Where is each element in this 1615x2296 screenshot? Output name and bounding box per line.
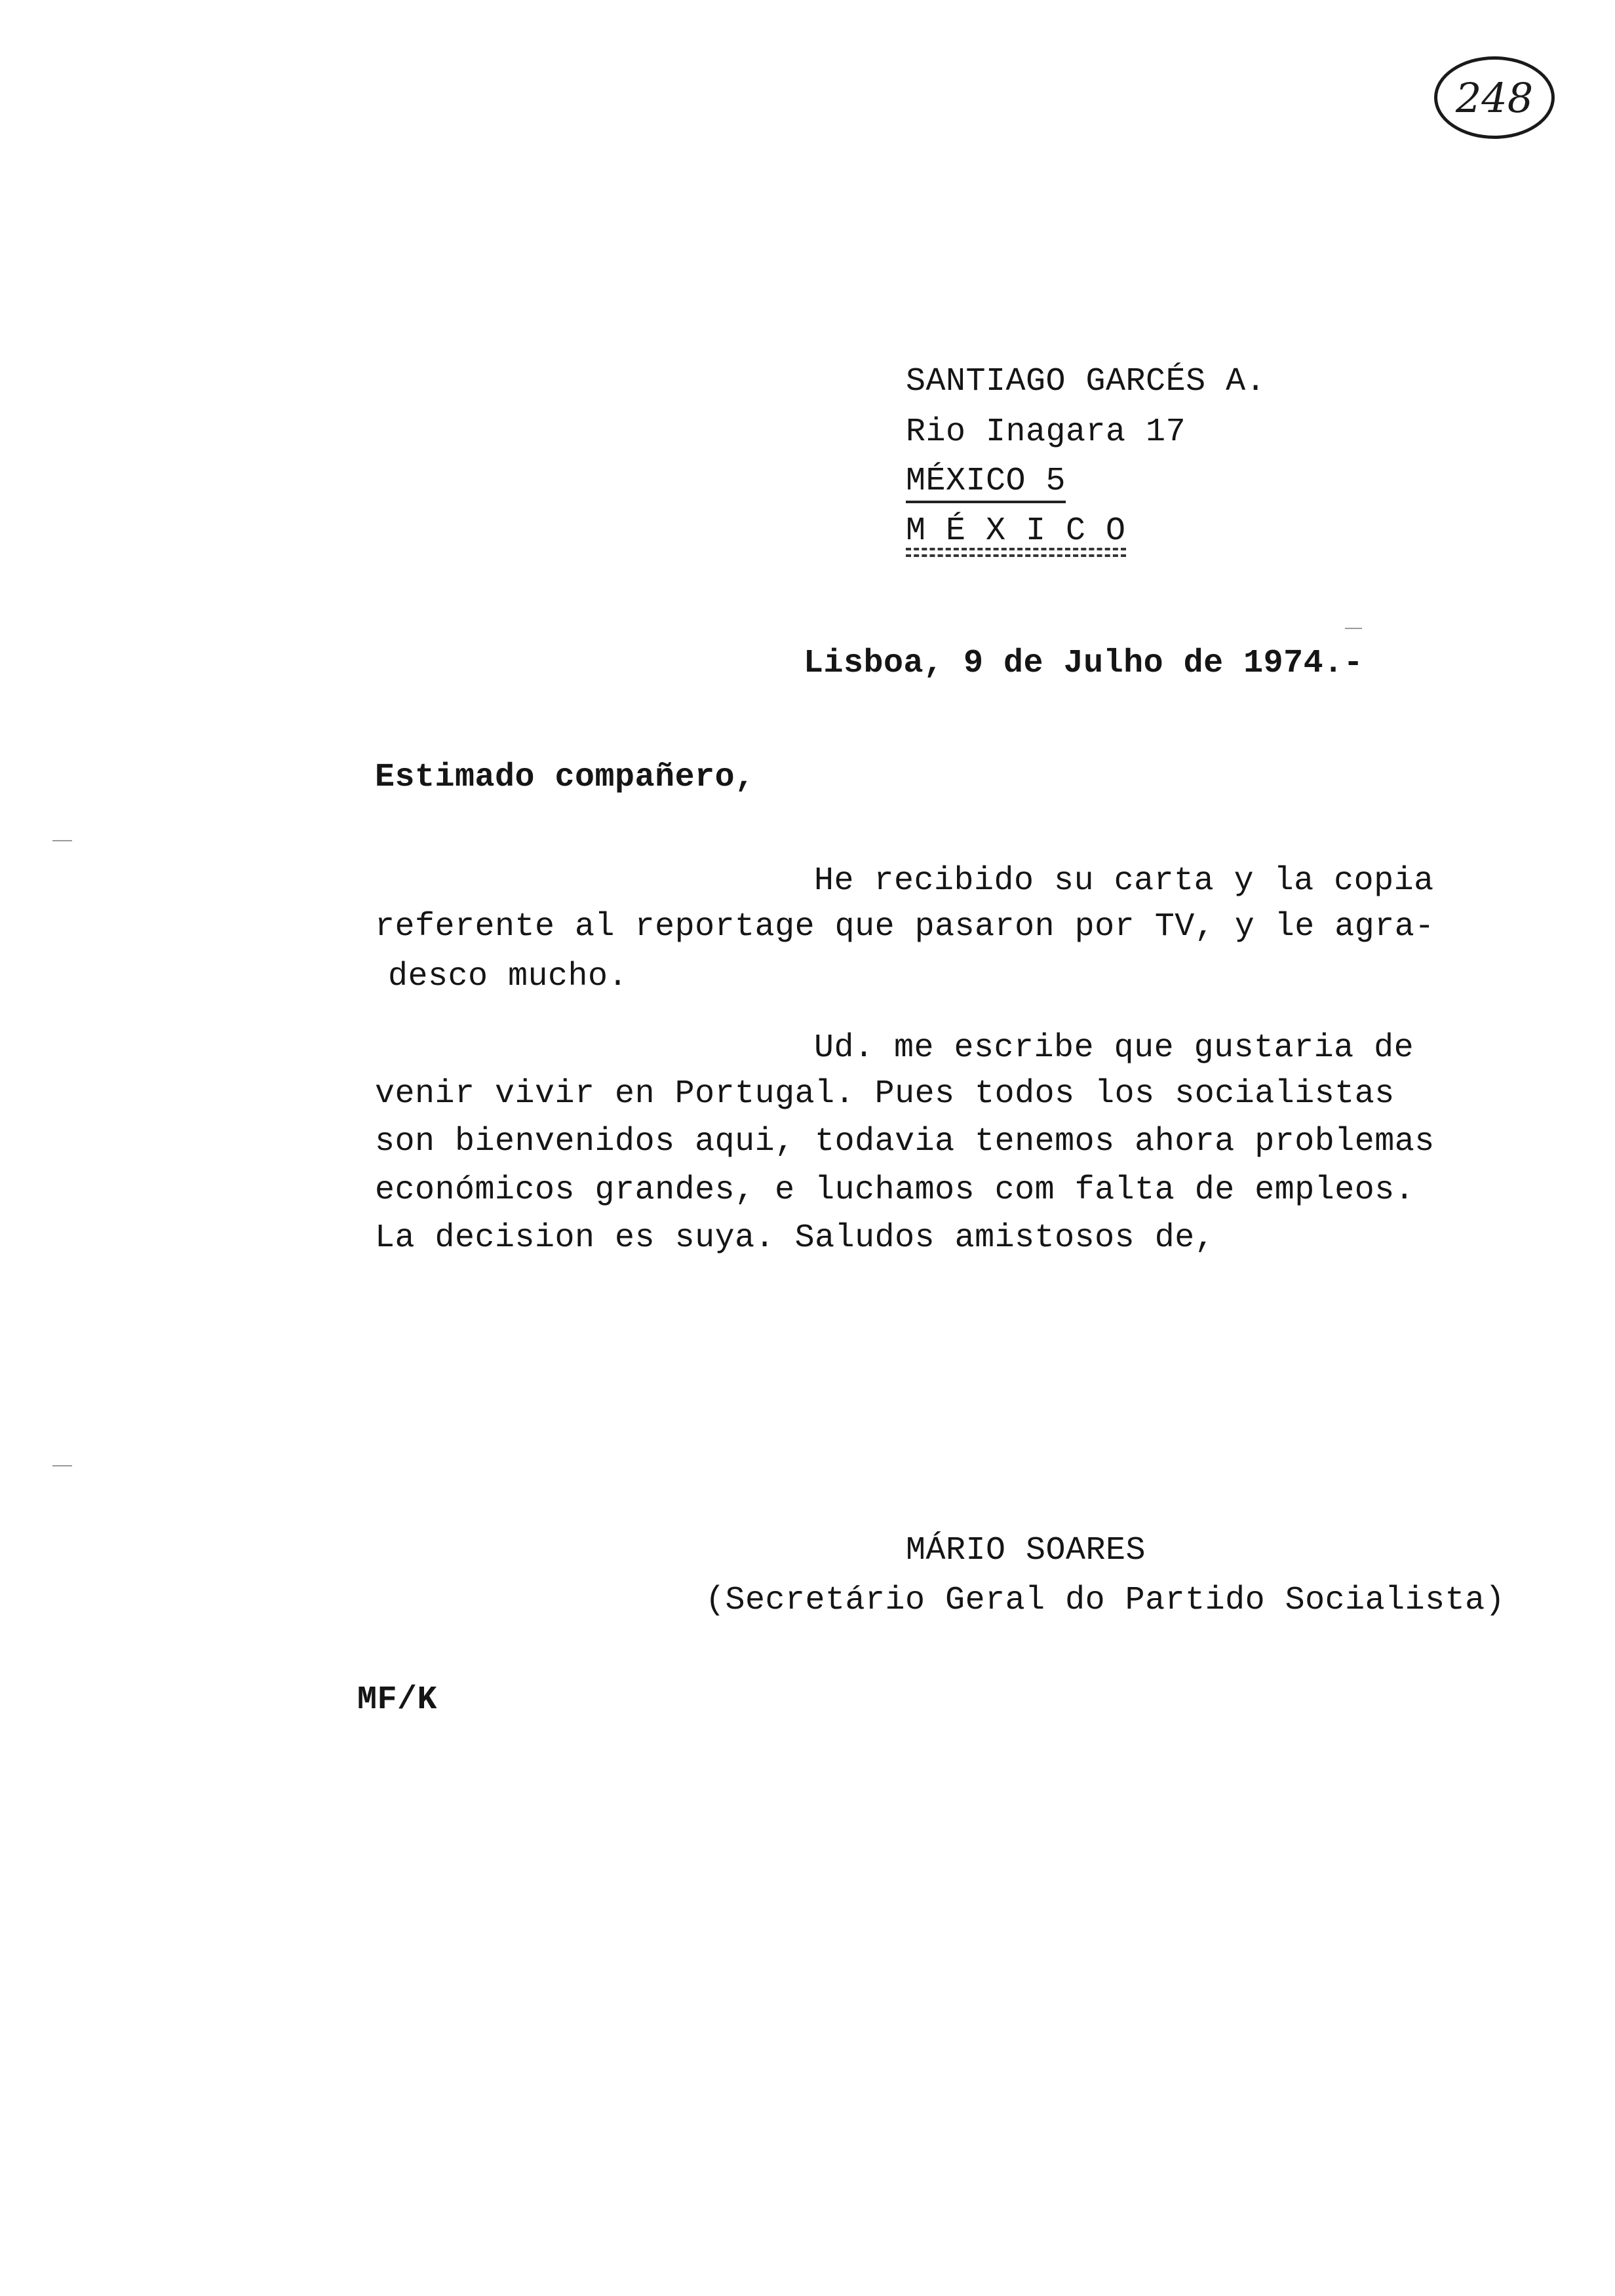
page-number-stamp bbox=[1434, 56, 1555, 139]
paragraph2-line2: venir vivir en Portugal. Pues todos los socialistas bbox=[375, 1075, 1395, 1113]
recipient-city: MÉXICO 5 bbox=[906, 463, 1066, 500]
paragraph1-line1: He recibido su carta y la copia bbox=[814, 862, 1434, 900]
date-line: Lisboa, 9 de Julho de 1974.- bbox=[804, 645, 1364, 682]
paragraph1-line3: desco mucho. bbox=[388, 958, 629, 995]
scan-mark bbox=[52, 840, 72, 841]
reference-initials: MF/K bbox=[357, 1681, 438, 1719]
paragraph2-line5: La decision es suya. Saludos amistosos de, bbox=[375, 1219, 1215, 1257]
page-number: 248 bbox=[1455, 73, 1534, 122]
recipient-country: M É X I C O bbox=[906, 512, 1126, 550]
recipient-street: Rio Inagara 17 bbox=[906, 413, 1186, 451]
city-underline bbox=[906, 501, 1066, 503]
salutation: Estimado compañero, bbox=[375, 759, 755, 796]
scan-mark bbox=[52, 1465, 72, 1466]
paragraph2-line4: económicos grandes, e luchamos com falta de empleos. bbox=[375, 1172, 1415, 1209]
signature-title: (Secretário Geral do Partido Socialista) bbox=[705, 1582, 1506, 1619]
paragraph2-line3: son bienvenidos aqui, todavia tenemos ahora problemas bbox=[375, 1123, 1435, 1160]
paragraph2-line1: Ud. me escribe que gustaria de bbox=[814, 1029, 1414, 1067]
paragraph1-line2: referente al reportage que pasaron por TV, y le agra- bbox=[375, 908, 1435, 946]
recipient-name: SANTIAGO GARCÉS A. bbox=[906, 363, 1266, 400]
signature-name: MÁRIO SOARES bbox=[906, 1532, 1146, 1569]
scan-mark bbox=[1345, 628, 1362, 629]
country-double-underline bbox=[906, 548, 1126, 557]
